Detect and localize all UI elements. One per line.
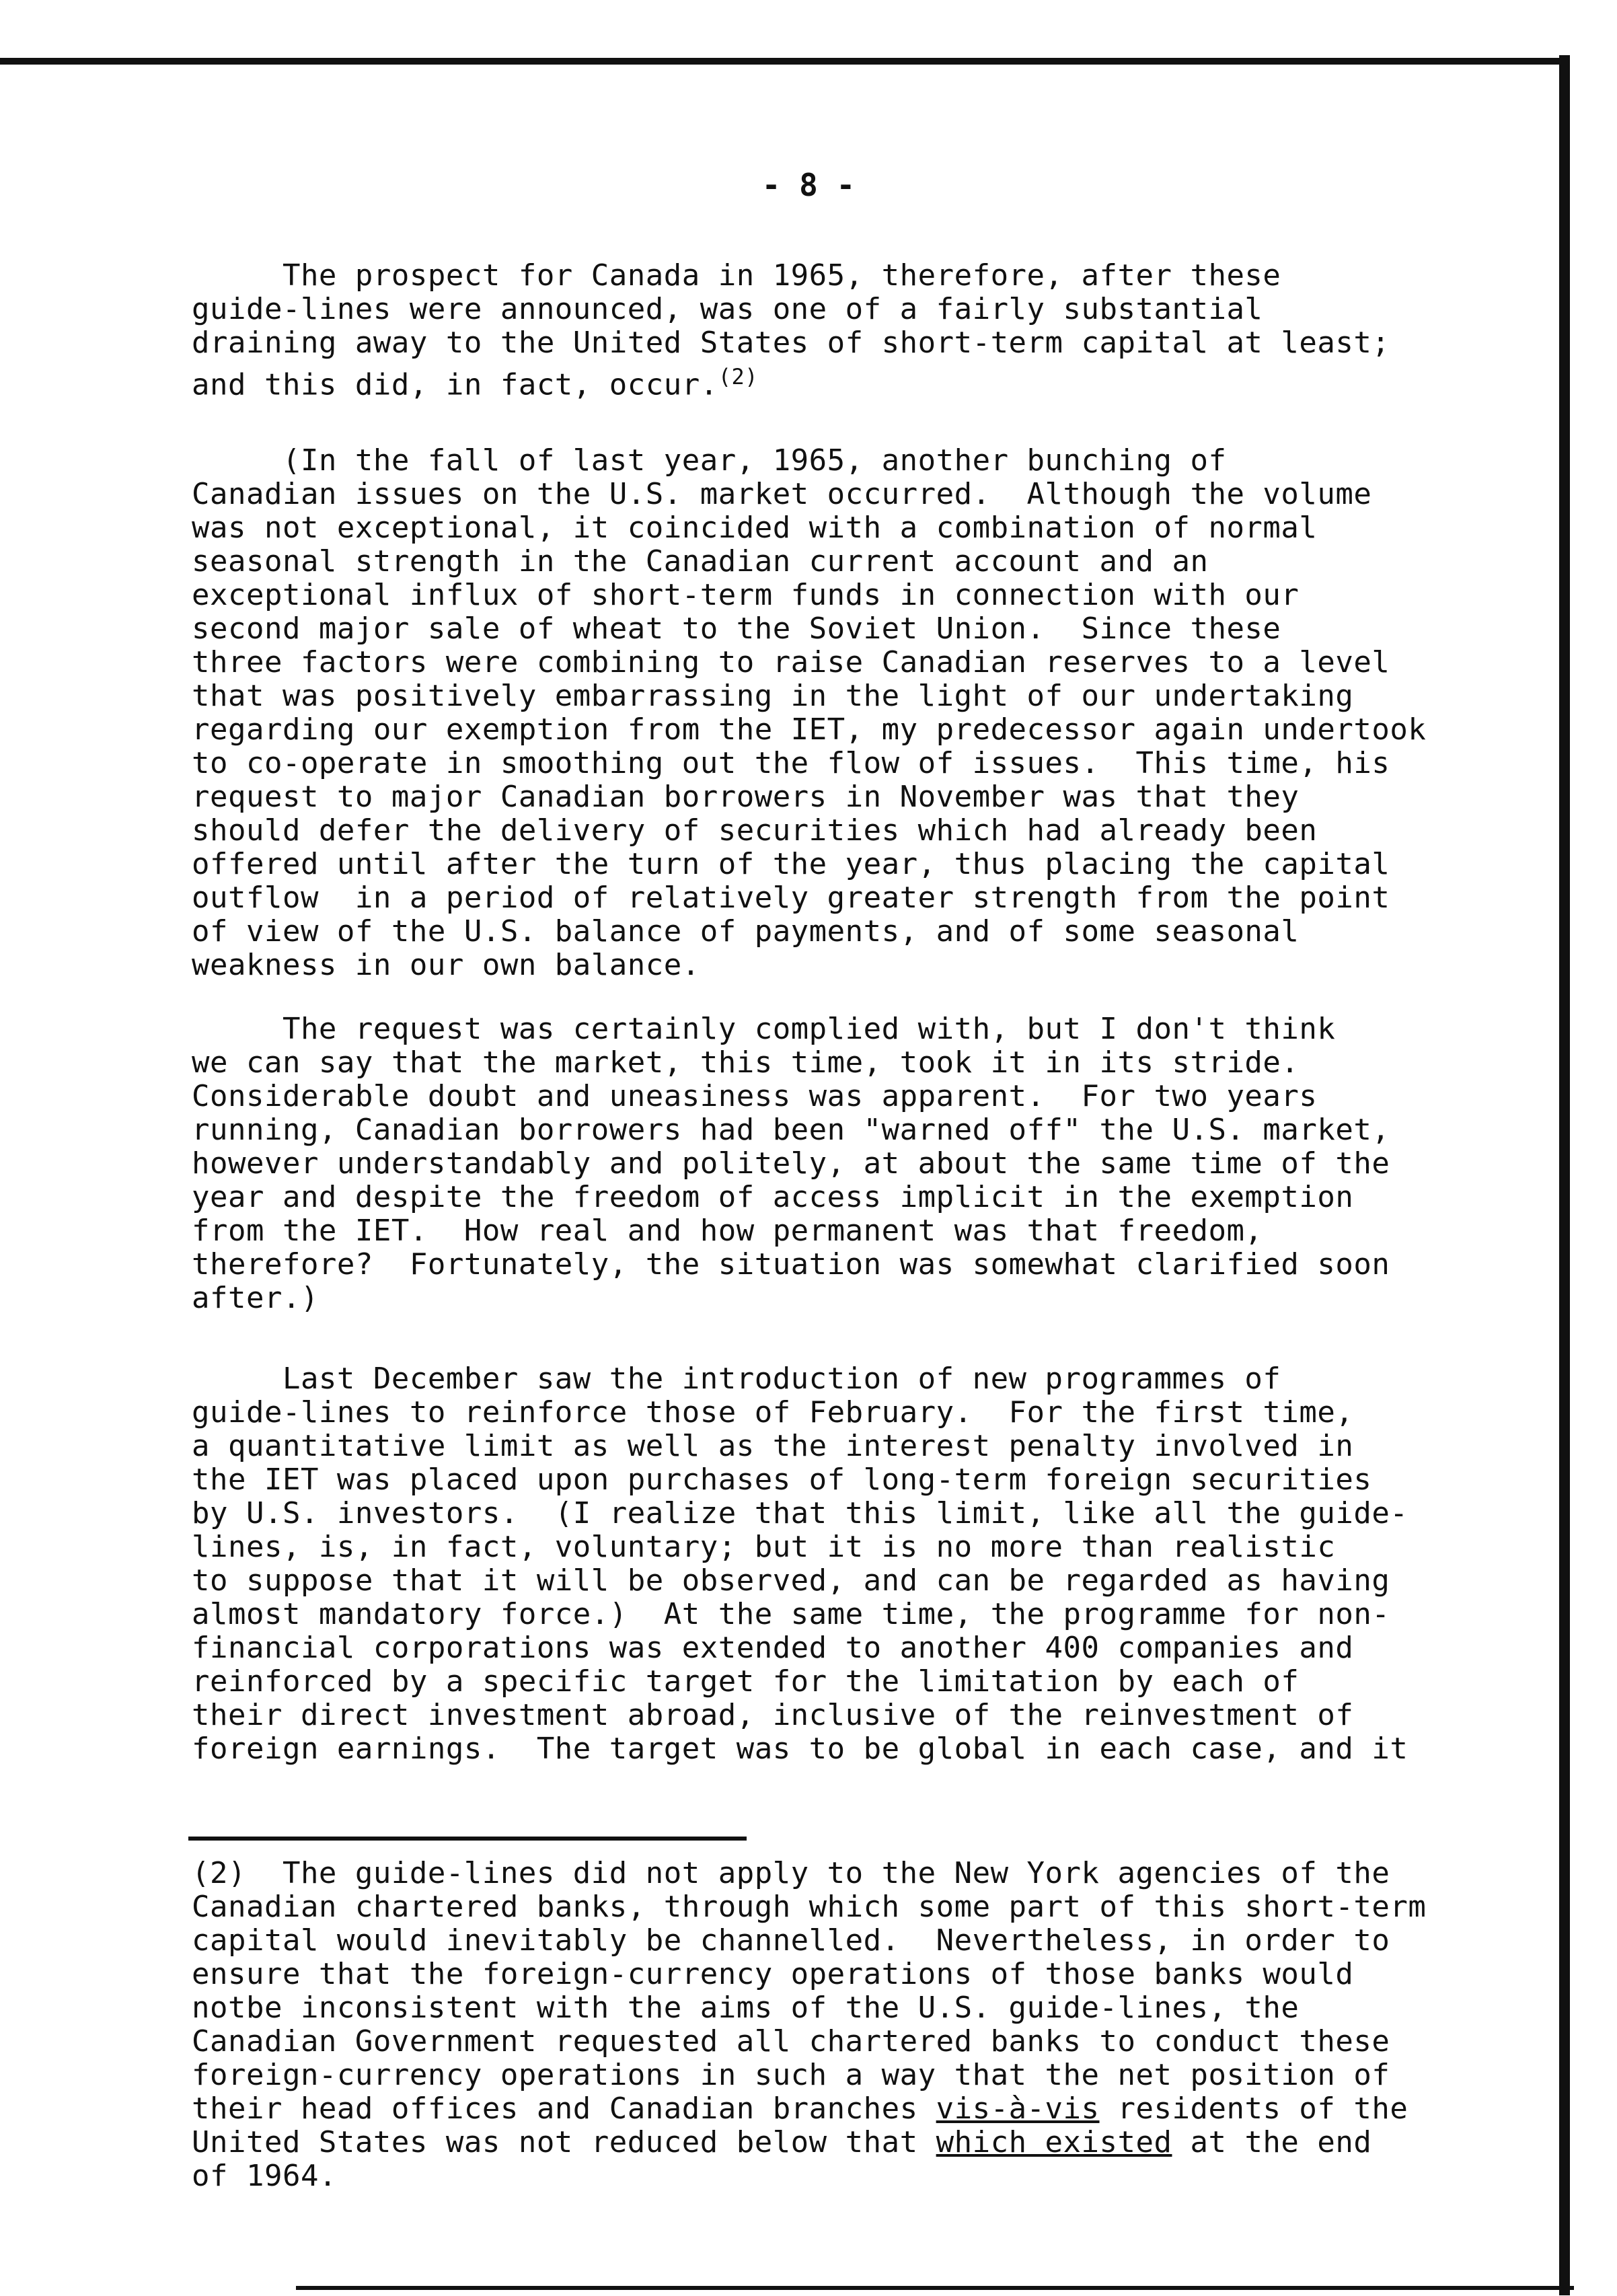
line: exceptional influx of short-term funds in connection with our (192, 578, 1300, 612)
line: year and despite the freedom of access implicit in the exemption (192, 1180, 1354, 1214)
top-border-rule (0, 58, 1567, 65)
line: lines, is, in fact, voluntary; but it is no more than realistic (192, 1530, 1336, 1564)
footnote-reference: (2) (718, 364, 759, 390)
line: from the IET. How real and how permanent was that freedom, (192, 1214, 1263, 1248)
bottom-border-rule (296, 2286, 1574, 2290)
line: guide-lines were announced, was one of a fairly substantial (192, 292, 1263, 326)
line: reinforced by a specific target for the limitation by each of (192, 1664, 1300, 1699)
line: their head offices and Canadian branches (192, 2091, 936, 2126)
line: by U.S. investors. (I realize that this limit, like all the guide- (192, 1496, 1408, 1530)
line: draining away to the United States of short-term capital at least; (192, 326, 1390, 360)
line: at the end (1172, 2125, 1372, 2159)
line: therefore? Fortunately, the situation was somewhat clarified soon (192, 1247, 1390, 1282)
line: second major sale of wheat to the Soviet Union. Since these (192, 612, 1281, 646)
line: was not exceptional, it coincided with a combination of normal (192, 511, 1318, 545)
footnote-separator (188, 1837, 747, 1841)
line: Canadian chartered banks, through which some part of this short-term (192, 1890, 1427, 1924)
line: regarding our exemption from the IET, my predecessor again undertook (192, 712, 1427, 747)
underlined-text: vis-à-vis (936, 2091, 1100, 2126)
paragraph-2 (192, 444, 1530, 982)
line: (In the fall of last year, 1965, another bunching of (192, 443, 1227, 478)
line: foreign-currency operations in such a way that the net position of (192, 2058, 1390, 2092)
paragraph-3 (192, 1012, 1530, 1315)
line: Canadian Government requested all chartered banks to conduct these (192, 2024, 1390, 2059)
line: the IET was placed upon purchases of long-term foreign securities (192, 1462, 1372, 1497)
paragraph-4 (192, 1362, 1530, 1766)
paragraph-1 (192, 259, 1530, 402)
line: almost mandatory force.) At the same time, the programme for non- (192, 1597, 1390, 1631)
footnote-2 (192, 1857, 1530, 2193)
line: residents of the (1099, 2091, 1408, 2126)
line: their direct investment abroad, inclusive of the reinvestment of (192, 1698, 1354, 1732)
line: foreign earnings. The target was to be global in each case, and it (192, 1732, 1408, 1766)
line: offered until after the turn of the year, thus placing the capital (192, 847, 1390, 881)
line: however understandably and politely, at about the same time of the (192, 1146, 1390, 1181)
line: of 1964. (192, 2159, 337, 2193)
line: that was positively embarrassing in the light of our undertaking (192, 679, 1354, 713)
line: (2) The guide-lines did not apply to the New York agencies of the (192, 1856, 1390, 1890)
line: and this did, in fact, occur. (192, 367, 718, 402)
line: outflow in a period of relatively greater strength from the point (192, 881, 1390, 915)
line: to co-operate in smoothing out the flow of issues. This time, his (192, 746, 1390, 780)
line: to suppose that it will be observed, and can be regarded as having (192, 1563, 1390, 1598)
line: United States was not reduced below that (192, 2125, 936, 2159)
page-number: - 8 - (761, 167, 856, 203)
line: request to major Canadian borrowers in November was that they (192, 780, 1300, 814)
line: The prospect for Canada in 1965, therefore, after these (192, 258, 1281, 293)
line: weakness in our own balance. (192, 948, 700, 982)
line: guide-lines to reinforce those of February. For the first time, (192, 1395, 1354, 1430)
line: seasonal strength in the Canadian current account and an (192, 544, 1209, 579)
line: Last December saw the introduction of new programmes of (192, 1362, 1281, 1396)
line: of view of the U.S. balance of payments, and of some seasonal (192, 914, 1300, 949)
line: The request was certainly complied with, but I don't think (192, 1012, 1336, 1046)
underlined-text: which existed (936, 2125, 1172, 2159)
line: ensure that the foreign-currency operations of those banks would (192, 1957, 1354, 1991)
line: Canadian issues on the U.S. market occurred. Although the volume (192, 477, 1372, 511)
line: capital would inevitably be channelled. Nevertheless, in order to (192, 1923, 1390, 1958)
line: after.) (192, 1281, 319, 1315)
line: should defer the delivery of securities which had already been (192, 813, 1318, 848)
line: three factors were combining to raise Canadian reserves to a level (192, 645, 1390, 679)
right-border-rule (1559, 55, 1570, 2295)
line: a quantitative limit as well as the interest penalty involved in (192, 1429, 1354, 1463)
line: notbe inconsistent with the aims of the U.S. guide-lines, the (192, 1991, 1300, 2025)
line: running, Canadian borrowers had been "warned off" the U.S. market, (192, 1113, 1390, 1147)
line: Considerable doubt and uneasiness was apparent. For two years (192, 1079, 1318, 1113)
line: financial corporations was extended to another 400 companies and (192, 1631, 1354, 1665)
line: we can say that the market, this time, took it in its stride. (192, 1045, 1300, 1080)
